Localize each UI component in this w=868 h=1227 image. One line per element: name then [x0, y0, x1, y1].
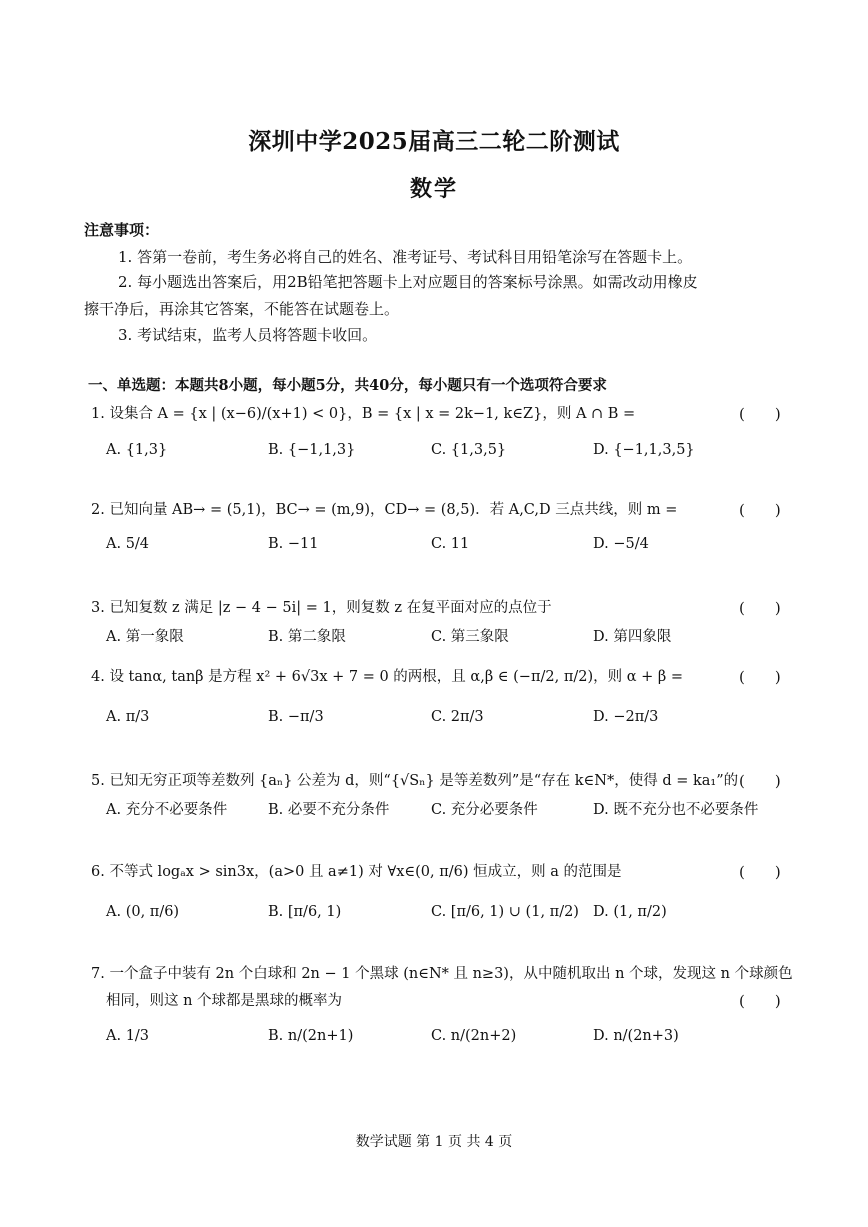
answer-bracket: ( ) — [739, 405, 781, 423]
option-c: C. 充分必要条件 — [431, 802, 538, 818]
option-c: C. {1,3,5} — [431, 442, 507, 458]
answer-bracket: ( ) — [739, 501, 781, 519]
option-b: B. −11 — [268, 536, 319, 552]
notice-item-3: 3. 考试结束，监考人员将答题卡收回。 — [118, 326, 378, 344]
option-a: A. 充分不必要条件 — [106, 802, 228, 818]
option-d: D. −5/4 — [593, 536, 649, 552]
option-d: D. 既不充分也不必要条件 — [593, 802, 759, 818]
notice-item-1: 1. 答第一卷前，考生务必将自己的姓名、准考证号、考试科目用铅笔涂写在答题卡上。 — [118, 248, 693, 266]
option-b: B. 必要不充分条件 — [268, 802, 390, 818]
answer-bracket: ( ) — [739, 992, 781, 1010]
option-c: C. 第三象限 — [431, 629, 509, 645]
subject-title: 数学 — [409, 176, 458, 202]
question-4-options — [106, 703, 806, 731]
option-a: A. {1,3} — [106, 442, 168, 458]
notice-item-2-line2: 擦干净后，再涂其它答案，不能答在试题卷上。 — [84, 300, 400, 318]
option-c: C. n/(2n+2) — [431, 1028, 517, 1044]
page-footer: 数学试题 第 1 页 共 4 页 — [355, 1134, 513, 1150]
question-2-stem: 2. 已知向量 AB→ = (5,1)，BC→ = (m,9)，CD→ = (8,5)．若 A,C,D 三点共线，则 m = — [91, 502, 678, 518]
option-c: C. 11 — [431, 536, 470, 552]
option-c: C. [π/6, 1) ∪ (1, π/2) — [431, 904, 579, 920]
question-7-stem-line2: 相同，则这 n 个球都是黑球的概率为 — [106, 993, 343, 1009]
question-3-options — [106, 623, 806, 651]
answer-bracket: ( ) — [739, 863, 781, 881]
question-5-stem: 5. 已知无穷正项等差数列 {aₙ} 公差为 d，则“{√Sₙ} 是等差数列”是“存在 k∈N*，使得 d = ka₁”的 — [91, 773, 739, 789]
option-a: A. 5/4 — [106, 536, 150, 552]
answer-bracket: ( ) — [739, 668, 781, 686]
question-7-options — [106, 1022, 806, 1050]
section-heading: 一、单选题：本题共8小题，每小题5分，共40分，每小题只有一个选项符合要求 — [88, 377, 607, 394]
option-d: D. n/(2n+3) — [593, 1028, 679, 1044]
question-7-stem: 7. 一个盒子中装有 2n 个白球和 2n − 1 个黑球 (n∈N* 且 n≥3)，从中随机取出 n 个球，发现这 n 个球颜色 — [91, 966, 793, 982]
option-d: D. (1, π/2) — [593, 904, 667, 920]
question-2-options — [106, 530, 806, 558]
option-b: B. {−1,1,3} — [268, 442, 356, 458]
question-3-stem: 3. 已知复数 z 满足 |z − 4 − 5i| = 1，则复数 z 在复平面对应的点位于 — [91, 600, 552, 616]
question-1-options — [106, 436, 806, 464]
answer-bracket: ( ) — [739, 599, 781, 617]
question-1-stem: 1. 设集合 A = {x | (x−6)/(x+1) < 0}，B = {x | x = 2k−1, k∈Z}，则 A ∩ B = — [91, 406, 636, 422]
option-b: B. −π/3 — [268, 709, 324, 725]
question-6-options — [106, 898, 806, 926]
exam-title: 深圳中学2025届高三二轮二阶测试 — [248, 128, 620, 155]
option-b: B. [π/6, 1) — [268, 904, 342, 920]
option-a: A. 第一象限 — [106, 629, 184, 645]
notice-item-2-line1: 2. 每小题选出答案后，用2B铅笔把答题卡上对应题目的答案标号涂黑。如需改动用橡皮 — [118, 273, 698, 291]
notice-heading: 注意事项： — [84, 221, 160, 239]
option-b: B. 第二象限 — [268, 629, 346, 645]
question-6-stem: 6. 不等式 logₐx > sin3x，(a>0 且 a≠1) 对 ∀x∈(0, π/6) 恒成立，则 a 的范围是 — [91, 864, 622, 880]
option-d: D. 第四象限 — [593, 629, 672, 645]
question-4-stem: 4. 设 tanα, tanβ 是方程 x² + 6√3x + 7 = 0 的两根，且 α,β ∈ (−π/2, π/2)，则 α + β = — [91, 669, 684, 685]
answer-bracket: ( ) — [739, 772, 781, 790]
option-d: D. {−1,1,3,5} — [593, 442, 695, 458]
option-b: B. n/(2n+1) — [268, 1028, 354, 1044]
option-a: A. (0, π/6) — [106, 904, 180, 920]
option-a: A. 1/3 — [106, 1028, 150, 1044]
question-5-options — [106, 796, 806, 824]
option-c: C. 2π/3 — [431, 709, 484, 725]
option-a: A. π/3 — [106, 709, 150, 725]
option-d: D. −2π/3 — [593, 709, 659, 725]
